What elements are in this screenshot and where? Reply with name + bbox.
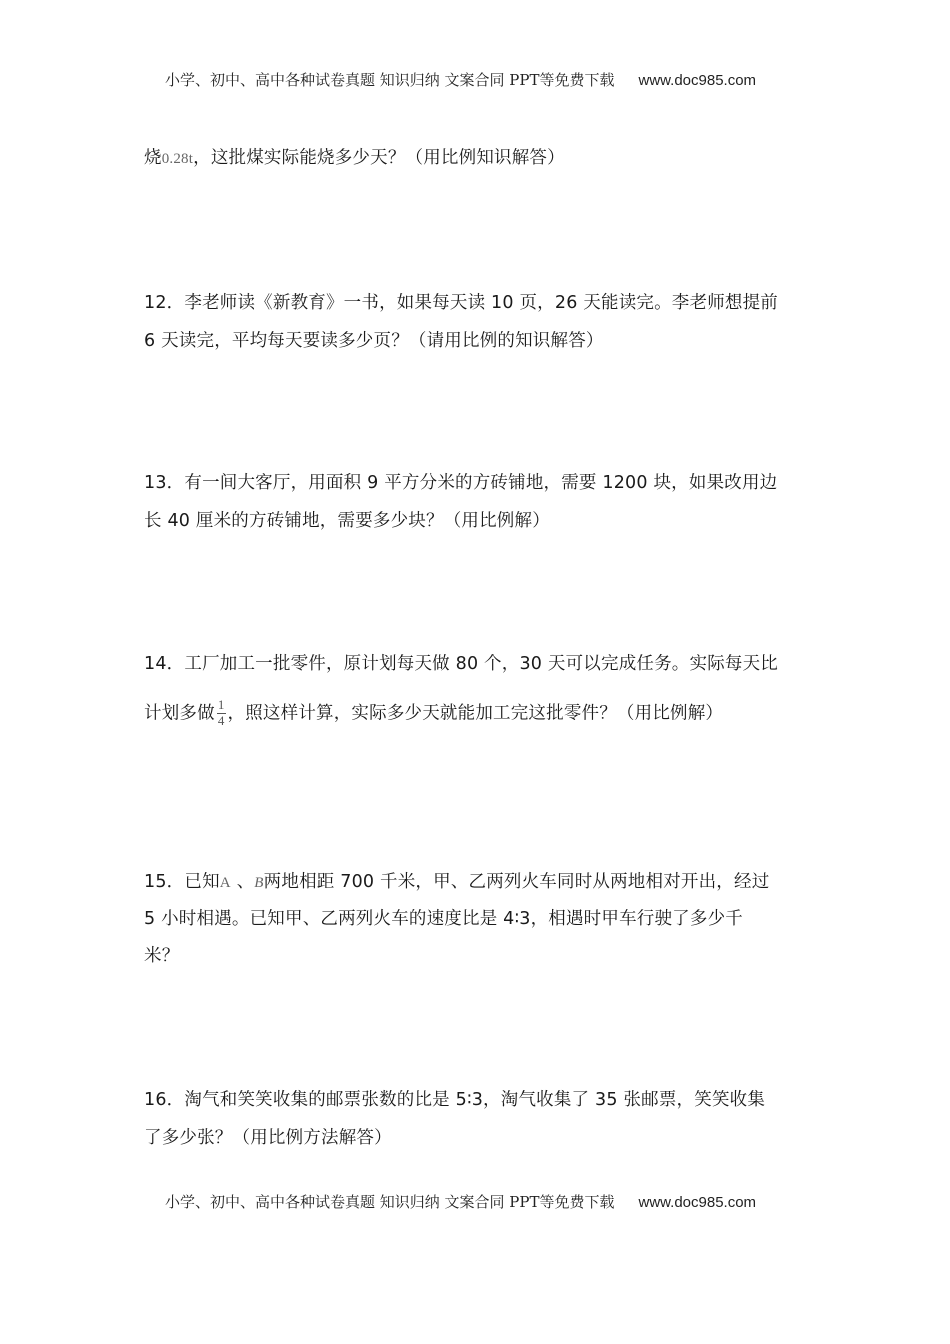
header-text: 小学、初中、高中各种试卷真题 知识归纳 文案合同 PPT等免费下载 xyxy=(165,71,615,89)
page-header xyxy=(165,69,756,90)
question-13-line-1: 13．有一间大客厅，用面积 9 平方分米的方砖铺地，需要 1200 块，如果改用边 xyxy=(144,473,778,493)
q15-point-b: B xyxy=(254,875,264,891)
fraction-one-quarter xyxy=(217,698,226,729)
footer-site: www.doc985.com xyxy=(638,1194,757,1211)
question-16-line-1: 16．淘气和笑笑收集的邮票张数的比是 5∶3，淘气收集了 35 张邮票，笑笑收集 xyxy=(144,1090,766,1110)
q14-line2-prefix: 计划多做 xyxy=(144,703,215,724)
page-footer xyxy=(165,1191,756,1212)
question-14-line-1: 14．工厂加工一批零件，原计划每天做 80 个，30 天可以完成任务。实际每天比 xyxy=(144,654,778,674)
question-12-line-2: 6 天读完，平均每天要读多少页？（请用比例的知识解答） xyxy=(144,331,604,351)
q11-prefix: 烧 xyxy=(144,148,162,168)
footer-text: 小学、初中、高中各种试卷真题 知识归纳 文案合同 PPT等免费下载 xyxy=(165,1193,615,1211)
header-site: www.doc985.com xyxy=(638,72,757,89)
question-13-line-2: 长 40 厘米的方砖铺地，需要多少块？（用比例解） xyxy=(144,511,550,531)
question-12-line-1: 12．李老师读《新教育》一书，如果每天读 10 页，26 天能读完。李老师想提前 xyxy=(144,293,778,313)
q15-sep: 、 xyxy=(230,872,255,892)
question-15-line-2: 5 小时相遇。已知甲、乙两列火车的速度比是 4∶3，相遇时甲车行驶了多少千 xyxy=(144,909,743,929)
question-15-line-3: 米？ xyxy=(144,946,180,966)
question-11-line xyxy=(144,144,565,169)
question-16-line-2: 了多少张？（用比例方法解答） xyxy=(144,1128,392,1148)
q11-math: 0.28t xyxy=(161,151,194,167)
q11-rest: ，这批煤实际能烧多少天？（用比例知识解答） xyxy=(193,148,565,168)
question-15-line-1 xyxy=(144,868,769,893)
q15-prefix: 15．已知 xyxy=(144,872,220,892)
question-14-line-2 xyxy=(144,698,723,729)
q15-line1-rest: 两地相距 700 千米，甲、乙两列火车同时从两地相对开出，经过 xyxy=(263,872,770,892)
fraction-numerator: 1 xyxy=(217,697,225,712)
q14-line2-rest: ，照这样计算，实际多少天就能加工完这批零件？（用比例解） xyxy=(227,703,724,724)
fraction-denominator: 4 xyxy=(217,712,225,728)
q15-point-a: A xyxy=(219,875,231,891)
